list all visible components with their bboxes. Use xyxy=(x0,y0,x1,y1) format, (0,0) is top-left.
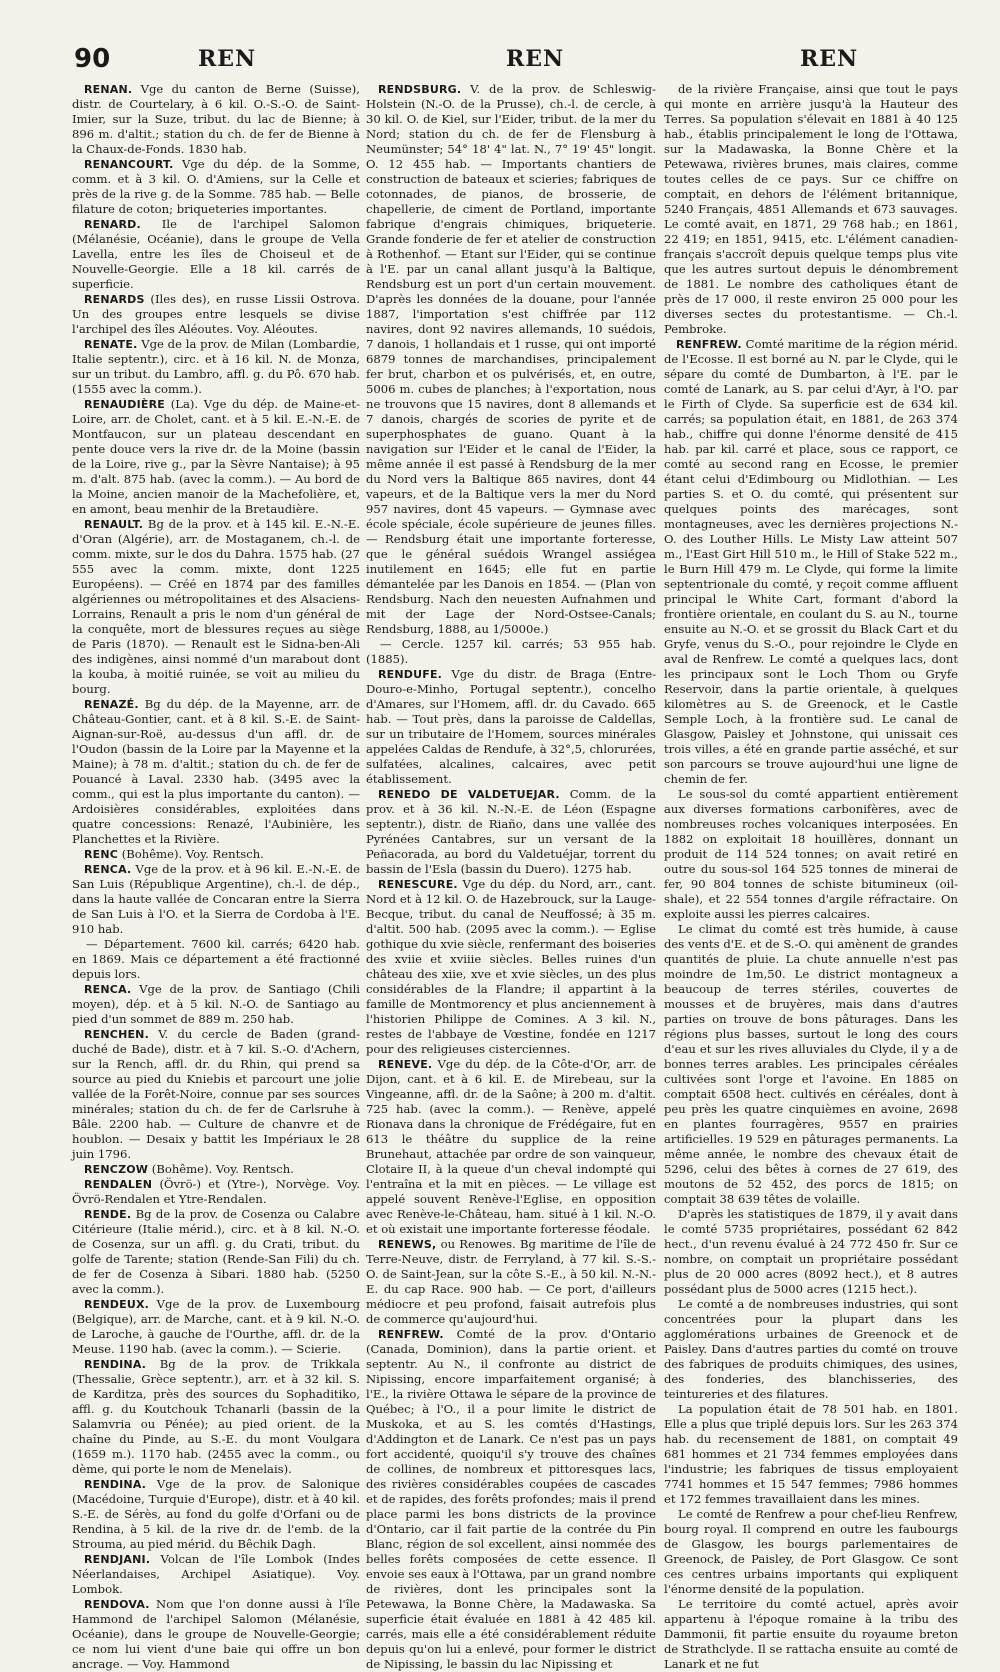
text-column-3 xyxy=(664,82,958,1671)
entry-text: Bg de la prov. et à 145 kil. E.-N.-E. d'Oran (Algérie), arr. de Mostaganem, ch.-l. de comm. mixte, sur le dos du Dahra. 1575 hab. (27 555 avec la comm. mixte, dont 1225 Européens). — Créé en 1874 par des familles algériennes ou métropolitaines et des Alsaciens-Lorrains, Renault a pris le nom d'un général de la conquête, mort de blessures reçues au siège de Paris (1870). — Renault est le Sidna-ben-Ali des indigènes, ainsi nommé d'un marabout dont la kouba, à moitié ruinée, se voit au milieu du bourg. xyxy=(72,517,360,696)
dictionary-entry xyxy=(366,1327,656,1672)
entry-text: Vge du dép. de la Côte-d'Or, arr. de Dijon, cant. et à 6 kil. E. de Mirebeau, sur la Vingeanne, affl. dr. de la Saône; à 200 m. d'altit. 725 hab. (avec la comm.). — Renève, appelé Rionava dans la chronique de Frédégaire, fut en 613 le théâtre du supplice de la reine Brunehaut, attachée par ordre de son vainqueur, Clotaire II, à la queue d'un cheval indompté qui l'entraîna et la mit en pièces. — Le village est appelé souvent Renève-l'Eglise, en opposition avec Renève-le-Château, ham. situé à 1 kil. N.-O. et où existait une importante forteresse féodale. xyxy=(366,1057,656,1236)
entry-headword: RENESCURE. xyxy=(378,878,458,891)
dictionary-entry xyxy=(72,862,360,937)
entry-headword: RENFREW. xyxy=(378,1328,444,1341)
entry-headword: RENDE. xyxy=(84,1208,132,1221)
entry-text: (La). Vge du dép. de Maine-et-Loire, arr. de Cholet, cant. et à 5 kil. E.-N.-E. de Montfaucon, sur un plateau descendant en pente douce vers la rive dr. de la Moine (bassin de la Loire, rive g., par la Sèvre Nantaise); à 95 m. d'alt. 875 hab. (avec la comm.). — Au bord de la Moine, ancien manoir de la Machefolière, et, en amont, beau menhir de la Bretaudière. xyxy=(72,397,360,516)
entry-text: V. du cercle de Baden (grand-duché de Bade), distr. et à 7 kil. S.-O. d'Achern, sur la Rench, affl. dr. du Rhin, qui prend sa source au pied du Kniebis et parcourt une jolie vallée de la Forêt-Noire, connue par ses sources minérales; station du ch. de fer de Carlsruhe à Bâle. 2200 hab. — Culture de chanvre et de houblon. — Desaix y battit les Impériaux le 28 juin 1796. xyxy=(72,1027,360,1161)
dictionary-entry xyxy=(72,292,360,337)
dictionary-entry xyxy=(72,1162,360,1177)
entry-headword: RENAULT. xyxy=(84,518,144,531)
entry-paragraph xyxy=(664,787,958,922)
entry-text: Bg de la prov. de Cosenza ou Calabre Citérieure (Italie mérid.), circ. et à 8 kil. N.-O. de Cosenza, sur un affl. g. du Crati, tribut. du golfe de Tarente; station (Rende-San Fili) du ch. de fer de Cosenza à Sibari. 1880 hab. (5250 avec la comm.). xyxy=(72,1207,360,1296)
entry-text: Vge de la prov. et à 96 kil. E.-N.-E. de San Luis (République Argentine), ch.-l. de dép., dans la haute vallée de Concaran entre la Sierra de San Luis à l'O. et la Sierra de Cordoba à l'E. 910 hab. xyxy=(72,862,360,936)
dictionary-entry xyxy=(72,82,360,157)
dictionary-entry xyxy=(366,667,656,787)
entry-headword: RENARDS xyxy=(84,293,145,306)
entry-text: (Bohême). Voy. Rentsch. xyxy=(148,1162,294,1176)
entry-headword: RENEVE. xyxy=(378,1058,433,1071)
entry-text: Comm. de la prov. et à 36 kil. N.-N.-E. de Léon (Espagne septentr.), distr. de Riaño, dans une vallée des Pyrénées Cantabres, sur un versant de la Peñacorada, au bord du Valdetuéjar, torrent du bassin de l'Esla (bassin du Duero). 1275 hab. xyxy=(366,787,657,876)
entry-text: Comté maritime de la région mérid. de l'Ecosse. Il est borné au N. par le Clyde, qui le sépare du comté de Dumbarton, à l'E. par le comté de Lanark, au S. par celui d'Ayr, à l'O. par le Firth of Clyde. Sa superficie est de 634 kil. carrés; sa population était, en 1881, de 263 374 hab., chiffre qui donne l'énorme densité de 415 hab. par kil. carré et place, sous ce rapport, ce comté au second rang en Ecosse, le premier étant celui d'Edimbourg ou Midlothian. — Les parties S. et O. du comté, qui présentent sur quelques points des marécages, sont montagneuses, avec les dernières projections N.-O. des Louther Hills. Le Misty Law atteint 507 m., l'East Girt Hill 510 m., le Hill of Stake 522 m., le Burn Hill 479 m. Le Clyde, qui forme la limite septentrionale du comté, y reçoit comme affluent principal le White Cart, formant d'abord la frontière orientale, en coulant du S. au N., tourne ensuite au N.-O. et se grossit du Black Cart et du Gryfe, venus du S.-O., pour rejoindre le Clyde en aval de Renfrew. Le comté a quelques lacs, dont les principaux sont le Loch Thom ou Gryfe Reservoir, dans la partie orientale, à quelques kilomètres au S. de Greenock, et le Castle Semple Loch, à la frontière sud. Le canal de Glasgow, Paisley et Johnstone, qui unissait ces trois villes, a été en grande partie asséché, et sur son parcours se trouve aujourd'hui une ligne de chemin de fer. xyxy=(664,337,958,786)
entry-paragraph xyxy=(72,937,360,982)
entry-text: Le territoire du comté actuel, après avoir appartenu à l'époque romaine à la tribu des Dammonii, fit partie ensuite du royaume breton de Strathclyde. Il se rattacha ensuite au comté de Lanark et ne fut xyxy=(664,1597,958,1671)
dictionary-entry xyxy=(366,1237,656,1327)
entry-text: La population était de 78 501 hab. en 1801. Elle a plus que triplé depuis lors. Sur les 263 374 hab. du recensement de 1881, on comptait 49 681 hommes et 21 734 femmes employées dans l'industrie; les fabriques de tissus employaient 7741 hommes et 15 547 femmes; 7986 hommes et 172 femmes travaillaient dans les mines. xyxy=(664,1402,958,1506)
entry-text: Vge du distr. de Braga (Entre-Douro-e-Minho, Portugal septentr.), concelho d'Amares, sur l'Homem, affl. dr. du Cavado. 665 hab. — Tout près, dans la paroisse de Caldellas, sur un tributaire de l'Homem, sources minérales appelées Caldas de Rendufe, à 32°,5, chlorurées, sulfatées, alcalines, calcaires, avec petit établissement. xyxy=(366,667,656,786)
entry-headword: RENATE. xyxy=(84,338,138,351)
dictionary-entry xyxy=(366,787,656,877)
dictionary-entry xyxy=(72,847,360,862)
entry-text: Le comté de Renfrew a pour chef-lieu Renfrew, bourg royal. Il comprend en outre les faubourgs de Glasgow, les bourgs parlementaires de Greenock, de Paisley, de Port Glasgow. Ce sont ces centres urbains importants qui expliquent l'énorme densité de la population. xyxy=(664,1507,958,1596)
entry-headword: RENCZOW xyxy=(84,1163,149,1176)
entry-text: ou Renowes. Bg maritime de l'île de Terre-Neuve, distr. de Ferryland, à 77 kil. S.-S.-O. de Saint-Jean, sur la côte S.-E., à 50 kil. N.-N.-E. du cap Race. 900 hab. — Ce port, d'ailleurs médiocre et peu profond, faisait autrefois plus de commerce qu'aujourd'hui. xyxy=(366,1237,656,1326)
entry-text: Le comté a de nombreuses industries, qui sont concentrées pour la plupart dans les agglomérations urbaines de Greenock et de Paisley. Dans d'autres parties du comté on trouve des fabriques de produits chimiques, des usines, des fonderies, des blanchisseries, des teintureries et des filatures. xyxy=(664,1297,958,1401)
entry-text: Vge du dép. de la Somme, comm. et à 3 kil. O. d'Amiens, sur la Celle et près de la rive g. de la Somme. 785 hab. — Belle filature de coton; briqueteries importantes. xyxy=(72,157,360,216)
entry-text: — Cercle. 1257 kil. carrés; 53 955 hab. (1885). xyxy=(366,637,656,666)
text-column-1 xyxy=(72,82,360,1671)
entry-text: (Iles des), en russe Lissii Ostrova. Un des groupes entre lesquels se divise l'archipel des îles Aléoutes. Voy. Aléoutes. xyxy=(72,292,360,336)
entry-headword: RENEDO DE VALDETUEJAR. xyxy=(378,788,560,801)
entry-text: Nom que l'on donne aussi à l'île Hammond de l'archipel Salomon (Mélanésie, Océanie), dans le groupe de Nouvelle-Georgie; ce nom lui vient d'une baie qui offre un bon ancrage. — Voy. Hammond xyxy=(72,1597,360,1671)
page-number: 90 xyxy=(74,44,111,74)
entry-text: Vge du dép. du Nord, arr., cant. Nord et à 12 kil. O. de Hazebrouck, sur la Lauge-Becque, tribut. du canal de Neuffossé; à 35 m. d'altit. 500 hab. (2095 avec la comm.). — Eglise gothique du xvie siècle, renfermant des boiseries des xviie et xviiie siècles. Belles ruines d'un château des xiie, xve et xvie siècles, un des plus considérables de la Flandre; il appartint à la famille de Montmorency et plus anciennement à l'historien Philippe de Comines. A 3 kil. N., restes de l'abbaye de Vœstine, fondée en 1217 pour des religieuses cisterciennes. xyxy=(366,877,656,1056)
entry-text: D'après les statistiques de 1879, il y avait dans le comté 5735 propriétaires, possédant 62 842 hect., d'un revenu évalué à 24 772 450 fr. Sur ce nombre, on comptait un propriétaire possédant plus de 20 000 acres (8092 hect.), et 8 autres possédant plus de 5000 acres (1215 hect.). xyxy=(664,1207,958,1296)
entry-headword: RENDALEN xyxy=(84,1178,153,1191)
entry-text: Le climat du comté est très humide, à cause des vents d'E. et de S.-O. qui amènent de grandes quantités de pluie. La chute annuelle n'est pas moindre de 1m,50. Le district montagneux a beaucoup de terres stériles, couvertes de mousses et de bruyères, mais dans d'autres parties on trouve de bons pâturages. Dans les régions plus basses, surtout le long des cours d'eau et sur les rives alluviales du Clyde, il y a de bonnes terres arables. Les principales céréales cultivées sont l'orge et l'avoine. En 1885 on comptait 6508 hect. cultivés en céréales, dont à peu près les quatre cinquièmes en avoine, 2698 en plantes fourragères, 9557 en prairies artificielles. 19 529 en pâturages permanents. La même année, le nombre des chevaux était de 5296, celui des bêtes à cornes de 27 619, des moutons de 52 452, des porcs de 1815; on comptait 38 639 têtes de volaille. xyxy=(664,922,958,1206)
entry-headword: RENDSBURG. xyxy=(378,83,462,96)
dictionary-entry xyxy=(72,982,360,1027)
entry-paragraph xyxy=(664,1402,958,1507)
entry-paragraph xyxy=(664,1297,958,1402)
entry-headword: RENC xyxy=(84,848,119,861)
dictionary-entry xyxy=(72,217,360,292)
dictionary-entry xyxy=(366,1057,656,1237)
dictionary-entry xyxy=(366,82,656,637)
entry-text: Volcan de l'île Lombok (Indes Néerlandaises, Archipel Asiatique). Voy. Lombok. xyxy=(72,1552,360,1596)
entry-text: Ile de l'archipel Salomon (Mélanésie, Océanie), dans le groupe de Vella Lavella, entre les îles de Choiseul et de Nouvelle-Georgie. Elle a 18 kil. carrés de superficie. xyxy=(72,217,360,291)
entry-headword: RENAUDIÈRE xyxy=(84,398,166,411)
dictionary-entry xyxy=(664,337,958,787)
entry-text: Vge de la prov. de Milan (Lombardie, Italie septentr.), circ. et à 16 kil. N. de Monza, sur un tribut. du Lambro, affl. g. du Pô. 670 hab. (1555 avec la comm.). xyxy=(72,337,360,396)
dictionary-entry xyxy=(72,397,360,517)
entry-text: Vge de la prov. de Santiago (Chili moyen), dép. et à 5 kil. N.-O. de Santiago au pied d'un sommet de 889 m. 250 hab. xyxy=(72,982,360,1026)
header-word-left: REN xyxy=(198,46,257,72)
header-word-center: REN xyxy=(506,46,565,72)
dictionary-entry xyxy=(72,1207,360,1297)
entry-headword: RENAZÉ. xyxy=(84,698,139,711)
entry-text: V. de la prov. de Schleswig-Holstein (N.-O. de la Prusse), ch.-l. de cercle, à 30 kil. O. de Kiel, sur l'Eider, tribut. de la mer du Nord; station du ch. de fer de Flensburg à Neumünster; 54° 18' 4" lat. N., 7° 19' 45" longit. O. 12 455 hab. — Importants chantiers de construction de bateaux et scieries; fabriques de cotonnades, de pianos, de brosserie, de chapellerie, de ciment de Portland, importante fabrique d'engrais chimiques, briqueterie. Grande fonderie de fer et atelier de construction à Rothenhof. — Etant sur l'Eider, qui se continue à l'E. par un canal allant jusqu'à la Baltique, Rendsburg est un port d'un certain mouvement. D'après les données de la douane, pour l'année 1887, l'importation s'est chiffrée par 112 navires, dont 92 navires allemands, 10 suédois, 7 danois, 1 hollandais et 1 russe, qui ont importé 6879 tonnes de marchandises, principalement fer brut, charbon et os pulvérisés, et, en outre, 5006 m. cubes de planches; à l'exportation, nous ne trouvons que 15 navires, dont 8 allemands et 7 danois, chargés de scories de pyrite et de superphosphates de guano. Quant à la navigation sur l'Eider et le canal de l'Eider, la même année il est passé à Rendsburg de la mer du Nord vers la Baltique 865 navires, dont 44 vapeurs, et de la Baltique vers la mer du Nord 957 navires, dont 45 vapeurs. — Gymnase avec école spéciale, école supérieure de jeunes filles. — Rendsburg était une importante forteresse, que le général suédois Wrangel assiégea inutilement en 1645; elle fut en partie démantelée par les Danois en 1854. — (Plan von Rendsburg. Nach den neuesten Aufnahmen und mit der Lage der Nord-Ostsee-Canals; Rendsburg, 1888, au 1/5000e.) xyxy=(366,82,656,636)
entry-paragraph xyxy=(366,637,656,667)
entry-headword: RENCA. xyxy=(84,863,132,876)
entry-headword: RENCHEN. xyxy=(84,1028,149,1041)
entry-headword: RENANCOURT. xyxy=(84,158,174,171)
entry-paragraph xyxy=(664,82,958,337)
entry-text: Vge du canton de Berne (Suisse), distr. de Courtelary, à 6 kil. O.-S.-O. de Saint-Imier, sur la Suze, tribut. du lac de Bienne; à 896 m. d'altit.; station du ch. de fer de Bienne à la Chaux-de-Fonds. 1830 hab. xyxy=(72,82,360,156)
dictionary-entry xyxy=(72,157,360,217)
entry-text: Vge de la prov. de Salonique (Macédoine, Turquie d'Europe), distr. et à 40 kil. S.-E. de Sérès, au fond du golfe d'Orfani ou de Rendina, à 5 kil. de la rive dr. de l'emb. de la Strouma, au pied mérid. du Bêchik Dagh. xyxy=(72,1477,360,1551)
entry-text: Le sous-sol du comté appartient entièrement aux diverses formations carbonifères, avec de nombreuses roches volcaniques interposées. En 1882 on exploitait 18 houillères, donnant un produit de 114 524 tonnes; on avait retiré en outre du sous-sol 164 525 tonnes de minerai de fer, 90 804 tonnes de schiste bitumineux (oil-shale), et 22 554 tonnes d'argile réfractaire. On exploite aussi les pierres calcaires. xyxy=(664,787,958,921)
dictionary-entry xyxy=(72,517,360,697)
dictionary-entry xyxy=(72,697,360,847)
dictionary-entry xyxy=(72,1357,360,1477)
dictionary-entry xyxy=(72,1027,360,1162)
entry-text: Bg de la prov. de Trikkala (Thessalie, Grèce septentr.), arr. et à 32 kil. S. de Karditza, près des sources du Sophaditiko, affl. g. du Koutchouk Tchanarli (bassin de la Salamvria ou Pénée); au pied orient. de la chaîne du Pinde, au S.-E. du mont Voulgara (1659 m.). 1170 hab. (2455 avec la comm., ou dème, qui porte le nom de Menelais). xyxy=(72,1357,360,1476)
dictionary-entry xyxy=(72,1477,360,1552)
dictionary-entry xyxy=(72,1597,360,1672)
entry-paragraph xyxy=(664,922,958,1207)
entry-text: (Bohême). Voy. Rentsch. xyxy=(118,847,264,861)
entry-text: de la rivière Française, ainsi que tout le pays qui monte en arrière jusqu'à la Hauteur des Terres. Sa population s'élevait en 1881 à 40 125 hab., établis principalement le long de l'Ottawa, sur la Madawaska, la Bonne Chère et la Petewawa, rivières brunes, mais claires, comme toutes celles de ce pays. Sur ce chiffre on comptait, en dehors de l'élément britannique, 5240 Français, 4851 Allemands et 673 sauvages. Le comté avait, en 1871, 29 768 hab.; en 1861, 22 419; en 1851, 9415, etc. L'élément canadien-français s'accroît depuis quelque temps plus vite que les autres surtout depuis le dénombrement de 1881. Le nombre des catholiques étant de près de 17 000, il reste environ 25 000 pour les diverses sectes du protestantisme. — Ch.-l. Pembroke. xyxy=(664,82,958,336)
running-header xyxy=(0,40,1000,80)
entry-headword: RENDEUX. xyxy=(84,1298,150,1311)
dictionary-entry xyxy=(72,337,360,397)
dictionary-entry xyxy=(72,1297,360,1357)
dictionary-entry xyxy=(72,1552,360,1597)
entry-text: (Övrö-) et (Ytre-), Norvège. Voy. Övrö-Rendalen et Ytre-Rendalen. xyxy=(72,1177,360,1206)
entry-paragraph xyxy=(664,1597,958,1672)
entry-headword: RENDOVA. xyxy=(84,1598,150,1611)
dictionary-entry xyxy=(72,1177,360,1207)
entry-headword: RENAN. xyxy=(84,83,133,96)
entry-headword: RENDUFE. xyxy=(378,668,443,681)
entry-headword: RENEWS, xyxy=(378,1238,437,1251)
entry-headword: RENDINA. xyxy=(84,1358,147,1371)
entry-paragraph xyxy=(664,1507,958,1597)
entry-text: — Département. 7600 kil. carrés; 6420 hab. en 1869. Mais ce département a été fractionné depuis lors. xyxy=(72,937,360,981)
header-word-right: REN xyxy=(800,46,859,72)
entry-text: Comté de la prov. d'Ontario (Canada, Dominion), dans la partie orient. et septentr. Au N., il confronte au district de Nipissing, encore imparfaitement organisé; à l'E., la rivière Ottawa le sépare de la province de Québec; à l'O., il a pour limite le district de Muskoka, et au S. les comtés d'Hastings, d'Addington et de Lanark. Ce n'est pas un pays fort accidenté, quoiqu'il s'y trouve des chaînes de collines, de nombreux et pittoresques lacs, des rivières considérables coupées de cascades et de rapides, des forêts profondes; mais il prend place parmi les bons districts de la province d'Ontario, car il fait partie de la contrée du Pin Blanc, région de sol excellent, ainsi nommée des belles forêts composées de cette essence. Il envoie ses eaux à l'Ottawa, par un grand nombre de rivières, dont les principales sont la Petewawa, la Bonne Chère, la Madawaska. Sa superficie était évaluée en 1881 à 42 485 kil. carrés, mais elle a été considérablement réduite depuis qu'on lui a enlevé, pour former le district de Nipissing, le bassin du lac Nipissing et xyxy=(366,1327,656,1671)
entry-headword: RENARD. xyxy=(84,218,141,231)
entry-text: Vge de la prov. de Luxembourg (Belgique), arr. de Marche, cant. et à 9 kil. N.-O. de Laroche, à gauche de l'Ourthe, affl. dr. de la Meuse. 1190 hab. (avec la comm.). — Scierie. xyxy=(72,1297,360,1356)
entry-headword: RENCA. xyxy=(84,983,132,996)
entry-paragraph xyxy=(664,1207,958,1297)
text-column-2 xyxy=(366,82,657,1671)
entry-text: Bg du dép. de la Mayenne, arr. de Château-Gontier, cant. et à 8 kil. S.-E. de Saint-Aignan-sur-Roë, au-dessus d'un affl. dr. de l'Oudon (bassin de la Loire par la Mayenne et la Maine); à 78 m. d'altit.; station du ch. de fer de Pouancé à Laval. 2330 hab. (3495 avec la comm., qui est la plus importante du canton). — Ardoisières considérables, exploitées dans quatre concessions: Renazé, l'Aubinière, les Planchettes et la Rivière. xyxy=(72,697,360,846)
entry-headword: RENDJANI. xyxy=(84,1553,151,1566)
entry-headword: RENFREW. xyxy=(676,338,742,351)
dictionary-entry xyxy=(366,877,656,1057)
entry-headword: RENDINA. xyxy=(84,1478,147,1491)
